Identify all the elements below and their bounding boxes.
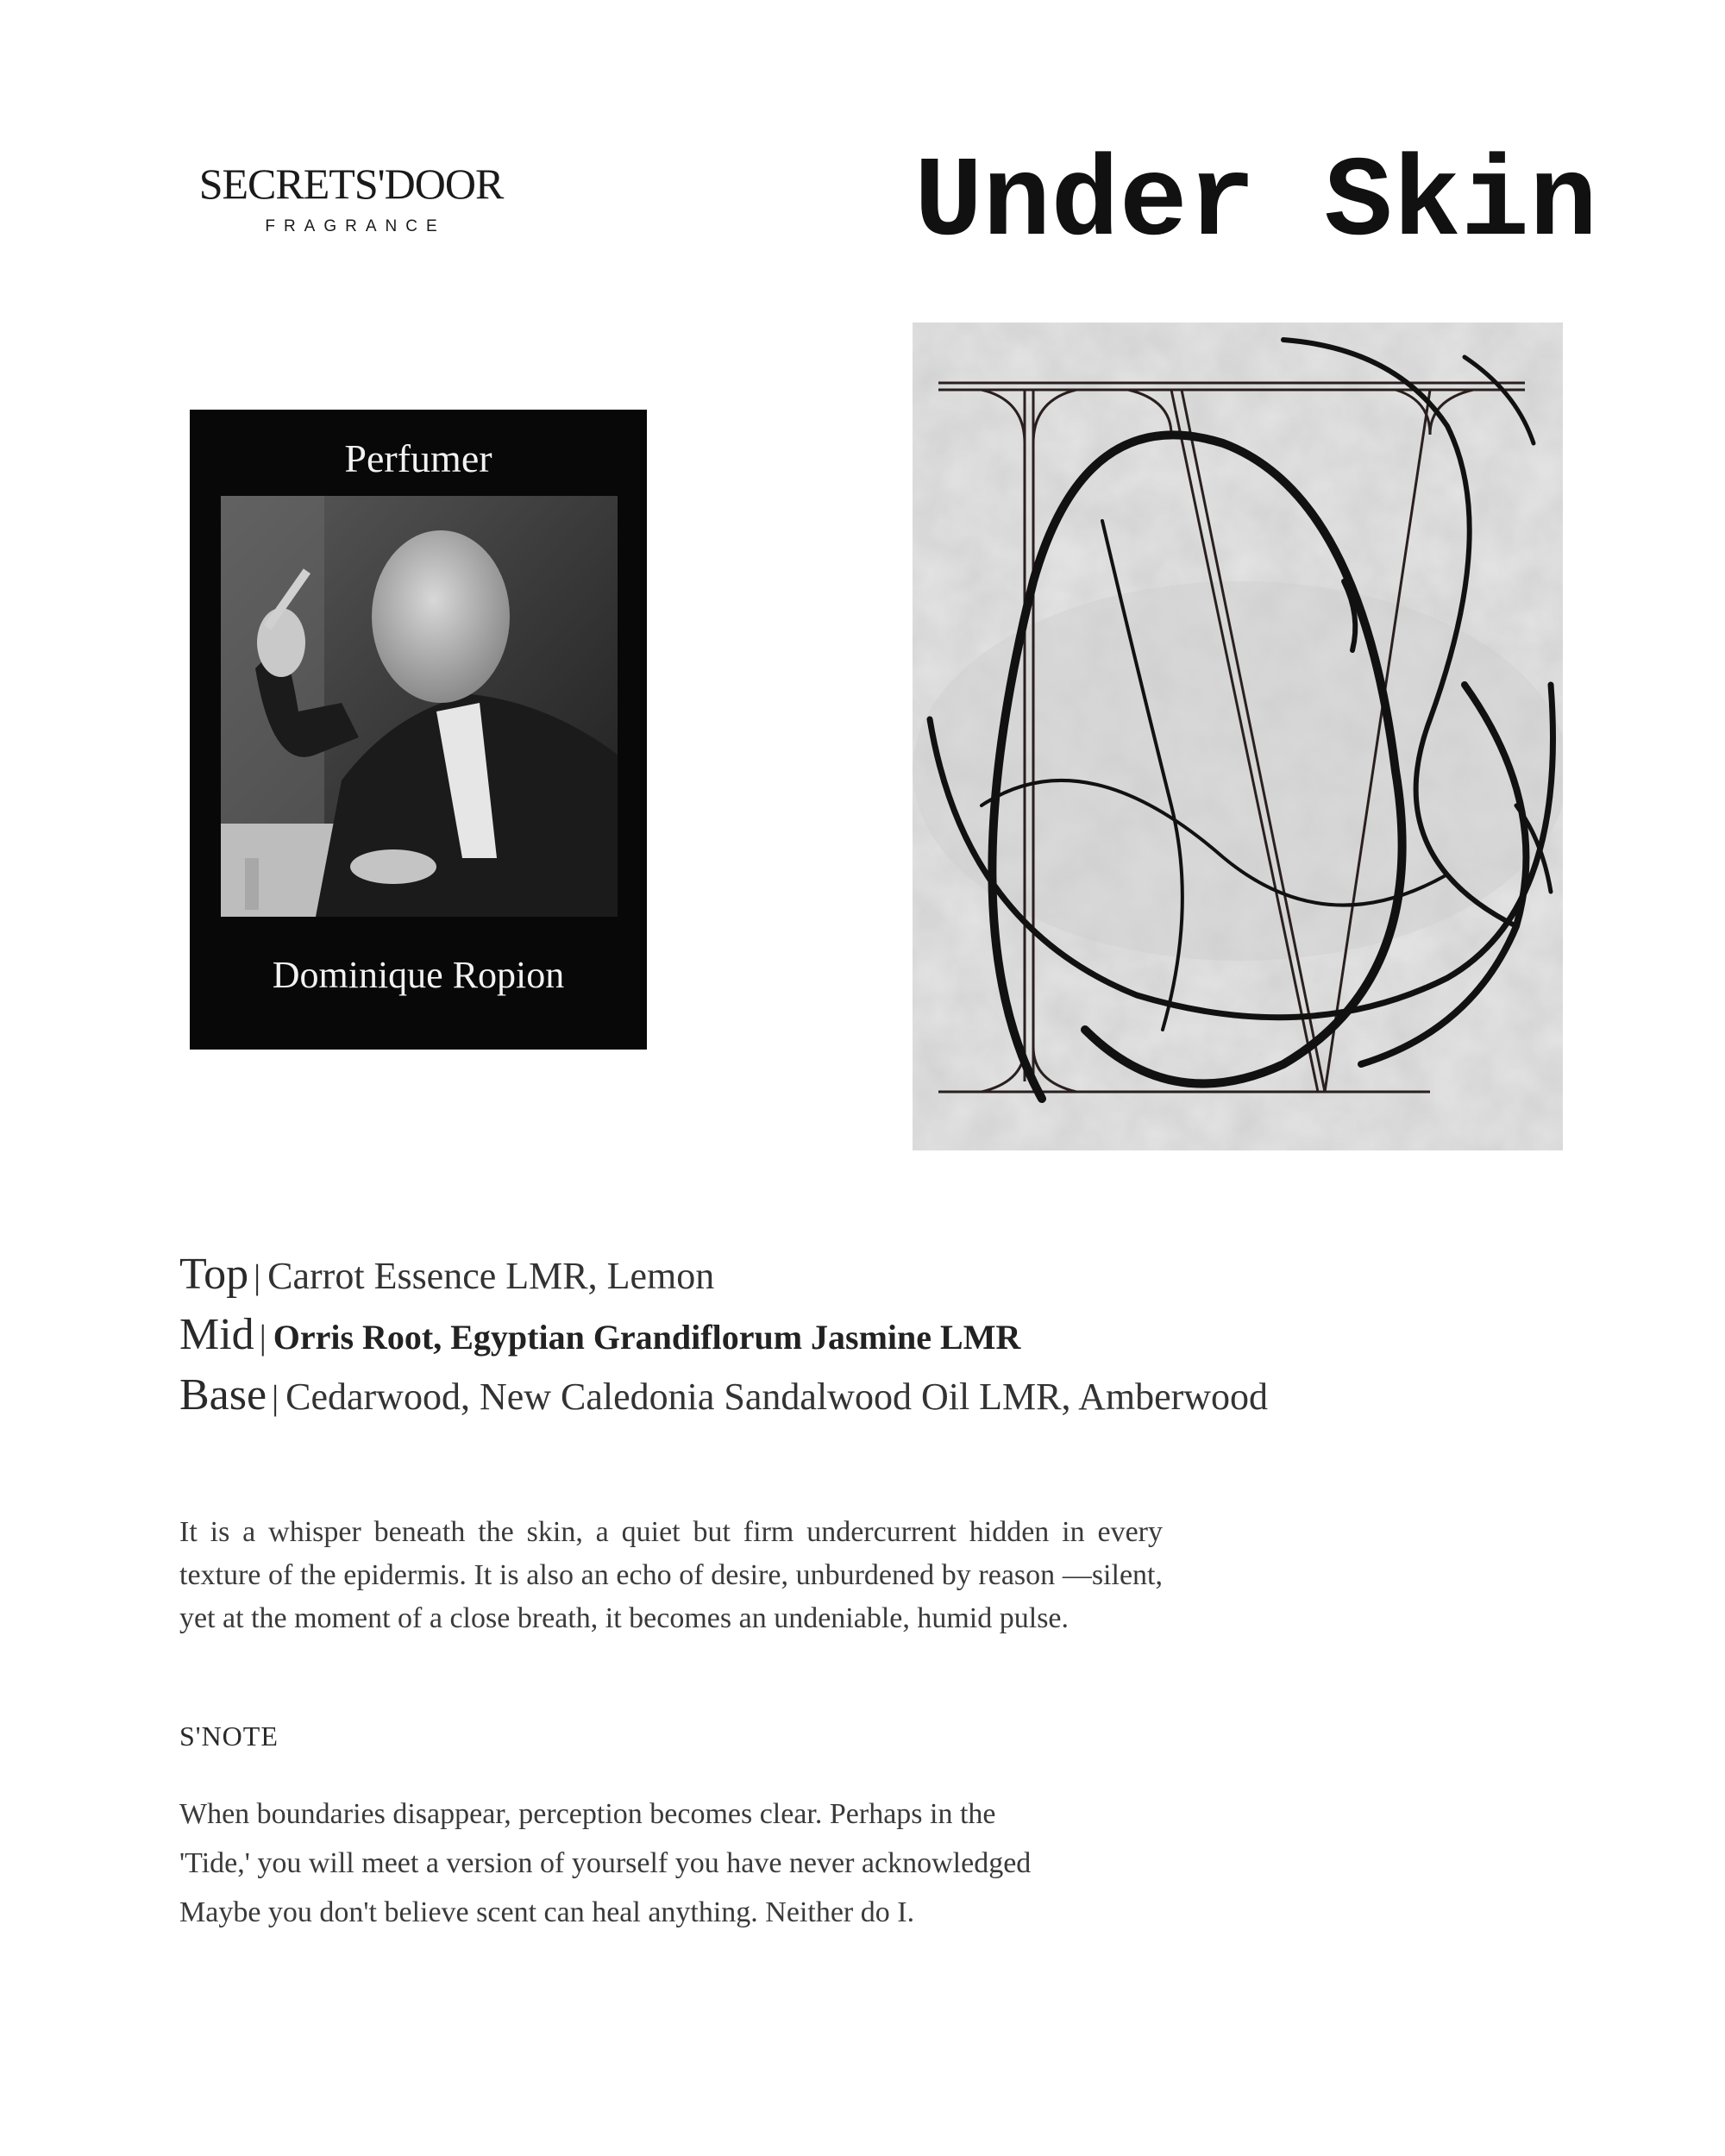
- note-value-base: Cedarwood, New Caledonia Sandalwood Oil LMR, Amberwood: [285, 1376, 1269, 1418]
- note-separator: |: [254, 1257, 261, 1296]
- brand-name: SECRETS'DOOR: [198, 160, 504, 208]
- snote-line: When boundaries disappear, perception becomes clear. Perhaps in the: [179, 1798, 996, 1830]
- snote-line: 'Tide,' you will meet a version of yourself you have never acknowledged: [179, 1847, 1032, 1879]
- note-separator: |: [272, 1378, 279, 1417]
- note-top: [179, 1249, 1559, 1309]
- note-key-base: Base: [179, 1370, 267, 1420]
- snote-line: Maybe you don't believe scent can heal anything. Neither do I.: [179, 1896, 915, 1928]
- note-base: [179, 1369, 1559, 1430]
- note-separator: |: [259, 1318, 267, 1357]
- product-title: Under Skin: [914, 139, 1598, 268]
- snote-text: [179, 1789, 1163, 1937]
- note-mid: [179, 1309, 1559, 1369]
- brand-logo: [191, 162, 511, 236]
- perfumer-name: Dominique Ropion: [272, 954, 565, 996]
- note-value-mid: Orris Root, Egyptian Grandiflorum Jasmine LMR: [273, 1318, 1021, 1357]
- snote-label: S'NOTE: [179, 1720, 279, 1752]
- brand-subtitle: FRAGRANCE: [265, 217, 446, 235]
- fragrance-description: It is a whisper beneath the skin, a quiet but firm undercurrent hidden in every texture of the epidermis. It is also an echo of desire, unburdened by reason —silent, yet at the moment of a close breath, it becomes an undeniable, humid pulse.: [179, 1516, 1163, 1634]
- perfumer-label: Perfumer: [344, 436, 492, 480]
- fragrance-notes: [179, 1249, 1559, 1430]
- perfumer-card: [190, 410, 647, 1050]
- note-value-top: Carrot Essence LMR, Lemon: [267, 1255, 715, 1297]
- note-key-top: Top: [179, 1250, 249, 1299]
- fragrance-artwork: [913, 323, 1563, 1150]
- perfumer-photo: [221, 496, 618, 917]
- note-key-mid: Mid: [179, 1310, 254, 1359]
